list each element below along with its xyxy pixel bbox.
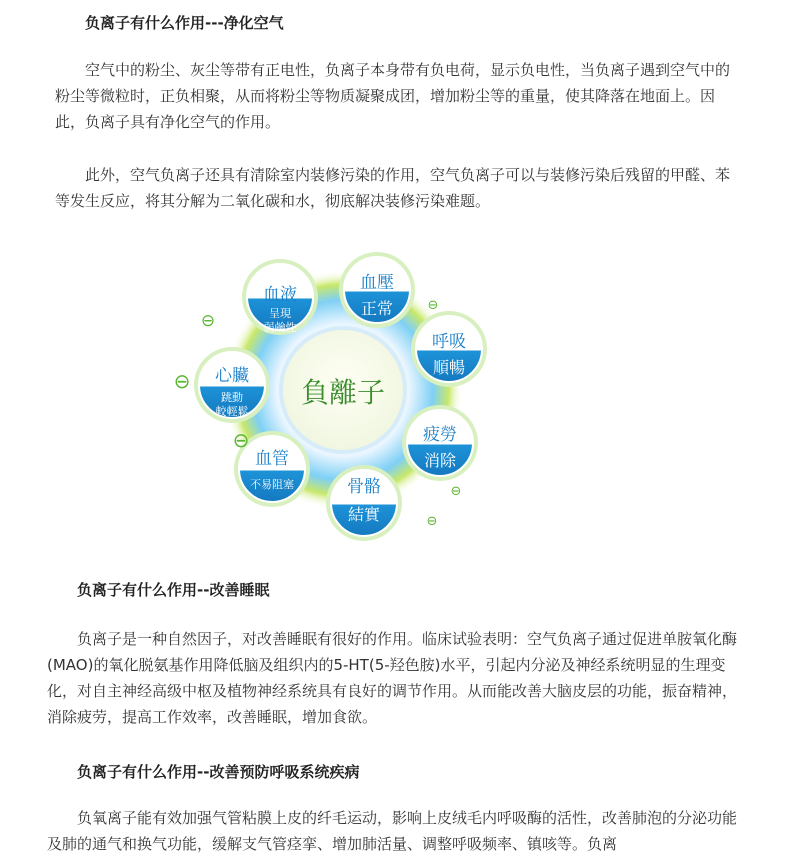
section-title-respiratory: 负离子有什么作用--改善预防呼吸系统疾病 <box>77 763 360 781</box>
section-title-purify-air: 负离子有什么作用---净化空气 <box>85 14 284 32</box>
node-blood-title: 血液 <box>263 285 297 305</box>
node-blood-pressure-title: 血壓 <box>360 273 394 293</box>
node-breathing-title: 呼吸 <box>432 332 466 352</box>
node-heart-sub1: 跳動 <box>221 391 243 404</box>
minus-icon: ⊖ <box>450 484 462 499</box>
node-heart <box>194 347 270 423</box>
node-heart-title: 心臟 <box>215 366 249 386</box>
minus-icon: ⊖ <box>232 428 250 452</box>
minus-icon: ⊖ <box>427 298 439 313</box>
minus-icon: ⊖ <box>426 514 438 529</box>
paragraph-respiratory: 负氧离子能有效加强气管粘膜上皮的纤毛运动，影响上皮绒毛内呼吸酶的活性，改善肺泡的分泌功能及肺的通气和换气功能，缓解支气管痉挛、增加肺活量、调整呼吸频率、镇咳等。负离 <box>47 809 738 853</box>
node-vessels-title: 血管 <box>255 449 289 469</box>
paragraph-purify-air-1: 空气中的粉尘、灰尘等带有正电性，负离子本身带有负电荷，显示负电性，当负离子遇到空气中的粉尘等微粒时，正负相聚，从而将粉尘等物质凝聚成团，增加粉尘等的重量，使其降落在地面上。因此，负离子具有净化空气的作用。 <box>55 61 731 131</box>
minus-icon: ⊖ <box>173 369 191 393</box>
node-breathing <box>411 311 487 387</box>
node-heart-sub2: 較輕鬆 <box>215 405 249 418</box>
node-bones-title: 骨骼 <box>347 477 381 497</box>
node-bones <box>326 465 402 541</box>
node-blood-pressure <box>339 252 415 328</box>
node-blood-pressure-sub: 正常 <box>360 299 394 318</box>
node-vessels-sub: 不易阻塞 <box>250 478 294 491</box>
paragraph-purify-air-2: 此外，空气负离子还具有清除室内装修污染的作用，空气负离子可以与装修污染后残留的甲醛、苯等发生反应，将其分解为二氧化碳和水，彻底解决装修污染难题。 <box>55 166 731 210</box>
node-bones-sub: 結實 <box>347 505 381 524</box>
node-fatigue <box>402 405 478 481</box>
negative-ion-benefits-diagram <box>170 250 510 560</box>
center-label: 負離子 <box>300 376 386 409</box>
minus-icon: ⊖ <box>200 311 216 331</box>
node-blood-sub1: 呈現 <box>269 307 291 320</box>
section-title-sleep: 负离子有什么作用--改善睡眠 <box>77 581 270 599</box>
node-fatigue-sub: 消除 <box>423 451 457 470</box>
node-fatigue-title: 疲勞 <box>423 425 457 445</box>
node-blood <box>242 259 318 335</box>
paragraph-sleep: 负离子是一种自然因子，对改善睡眠有很好的作用。临床试验表明：空气负离子通过促进单胺氧化酶(MAO)的氧化脱氨基作用降低脑及组织内的5-HT(5-羟色胺)水平，引起内分泌及神经系统明显的生理变化，对自主神经高级中枢及植物神经系统具有良好的调节作用。从而能改善大脑皮层的功能，振奋精神，消除疲劳，提高工作效率，改善睡眠，增加食欲。 <box>47 630 738 726</box>
node-blood-sub2: 弱鹼性 <box>263 321 297 334</box>
node-breathing-sub: 順暢 <box>432 358 466 377</box>
